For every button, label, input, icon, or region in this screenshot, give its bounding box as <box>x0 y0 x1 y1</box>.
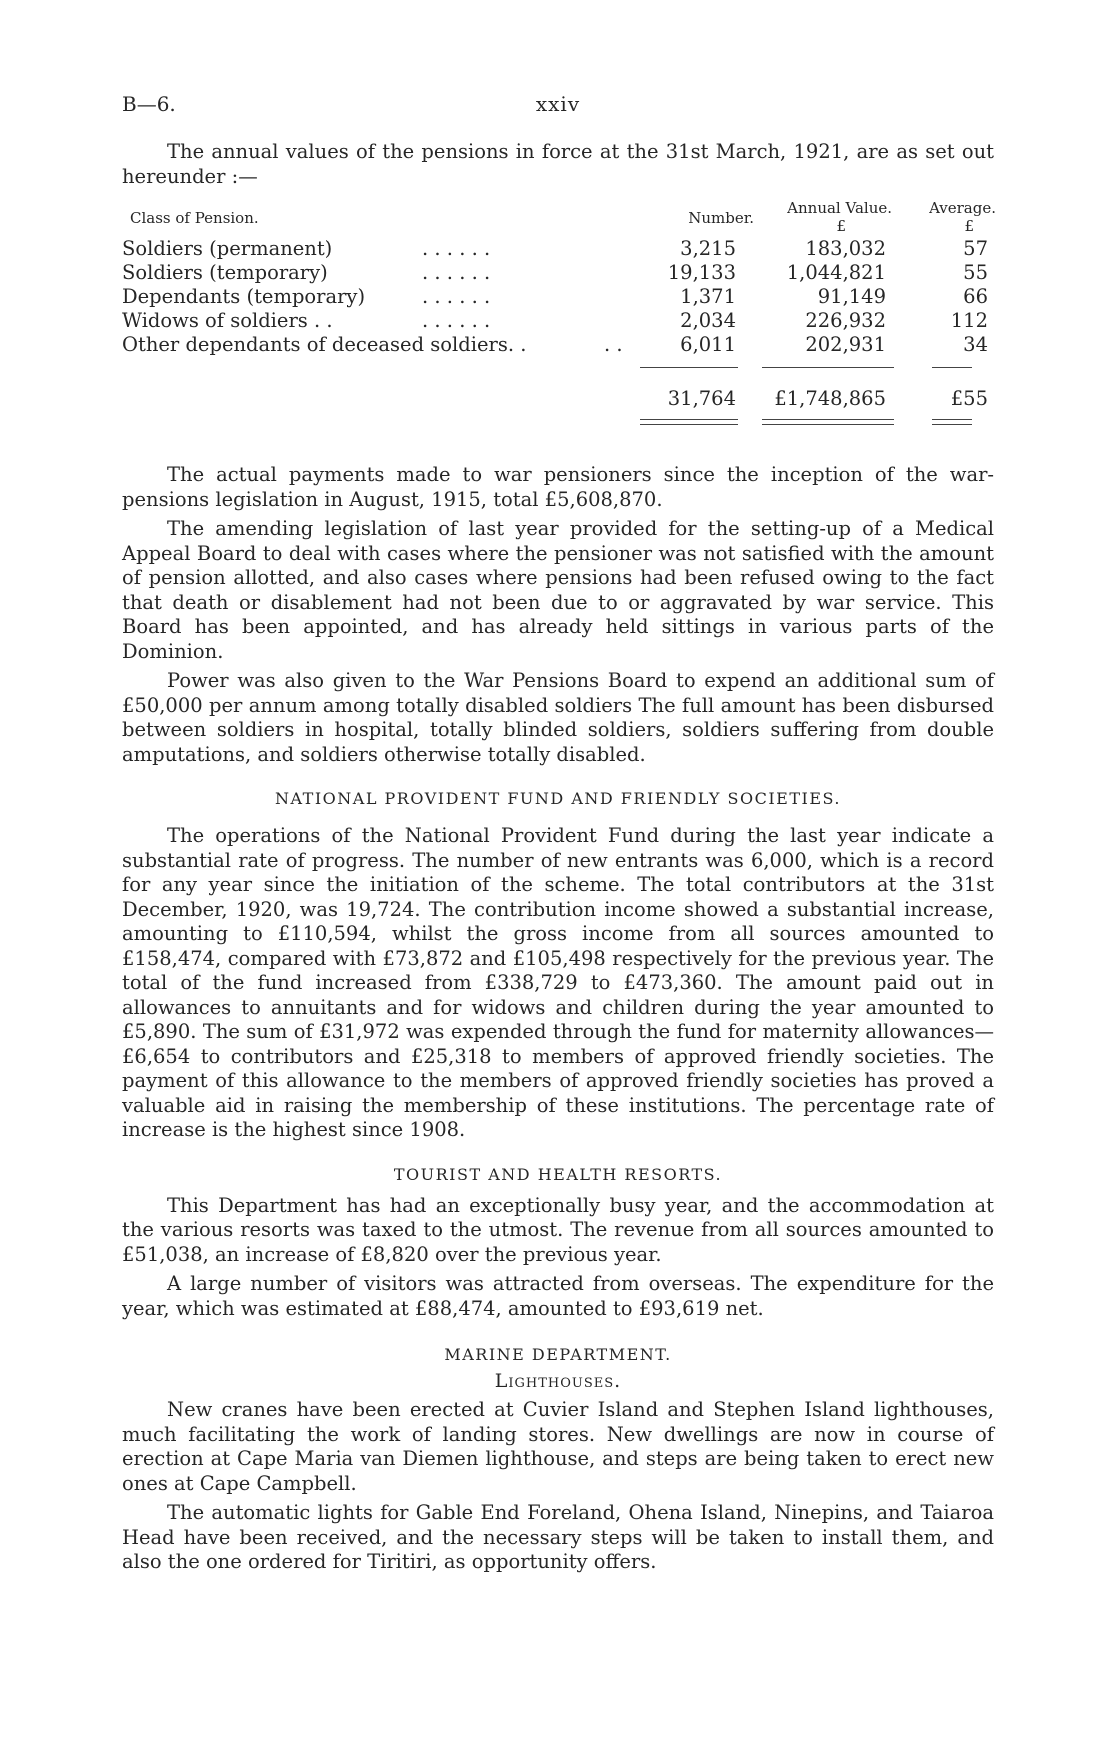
subtotal-rule <box>932 367 972 368</box>
row-number: 1,371 <box>680 285 736 308</box>
row-number: 19,133 <box>667 261 736 284</box>
total-double-rule <box>932 419 972 425</box>
row-annual-value: 226,932 <box>805 309 886 332</box>
row-annual-value: 183,032 <box>805 237 886 260</box>
section-title-marine: MARINE DEPARTMENT. <box>444 1345 672 1364</box>
tourist-paragraph: A large number of visitors was attracted from overseas. The expenditure for the year, which was estimated at £88,474, amounted to £93,619 net. <box>122 1272 994 1320</box>
pensions-paragraph: The amending legislation of last year provided for the setting-up of a Medical Appeal Board to deal with cases where the pensioner was not satisfied with the amount of pension allotted, and also cases where pensions had been refused owing to the fact that death or disablement had not been due to or aggravated by war service. This Board has been appointed, and has already held sittings in various parts of the Dominion. <box>122 517 994 663</box>
row-label: Soldiers (temporary) <box>122 261 328 284</box>
row-label: Dependants (temporary) <box>122 285 366 308</box>
row-label: Widows of soldiers . . <box>122 309 333 332</box>
total-number: 31,764 <box>667 387 736 410</box>
document-reference: B—6. <box>122 92 176 116</box>
header-annual-unit: £ <box>836 217 846 235</box>
row-leader-dots: . . . . . . <box>422 309 491 332</box>
row-annual-value: 1,044,821 <box>786 261 886 284</box>
total-average: £55 <box>950 387 988 410</box>
pension-table <box>122 195 994 453</box>
row-average: 55 <box>963 261 988 284</box>
row-average: 34 <box>963 333 988 356</box>
header-number: Number. <box>688 209 754 227</box>
header-annual-value: Annual Value. <box>787 199 892 217</box>
subtotal-rule <box>640 367 738 368</box>
subtotal-rule <box>762 367 894 368</box>
marine-paragraph: New cranes have been erected at Cuvier Island and Stephen Island lighthouses, much facilitating the work of landing stores. New dwellings are now in course of erection at Cape Maria van Diemen lighthouse, and steps are being taken to erect new ones at Cape Campbell. <box>122 1398 994 1495</box>
row-leader-dots: . . . . . . <box>422 237 491 260</box>
marine-paragraph: The automatic lights for Gable End Foreland, Ohena Island, Ninepins, and Taiaroa Head have been received, and the necessary steps will be taken to install them, and also the one ordered for Tiritiri, as opportunity offers. <box>122 1501 994 1573</box>
page-number: xxiv <box>535 92 581 116</box>
pensions-intro: The annual values of the pensions in force at the 31st March, 1921, are as set out hereunder :— <box>122 140 994 188</box>
total-double-rule <box>762 419 894 425</box>
header-average-unit: £ <box>964 217 974 235</box>
total-double-rule <box>640 419 738 425</box>
row-leader-dots: . . <box>604 333 623 356</box>
tourist-paragraph: This Department has had an exceptionally busy year, and the accommodation at the various resorts was taxed to the utmost. The revenue from all sources amounted to £51,038, an increase of £8,820 over the previous year. <box>122 1193 994 1266</box>
row-leader-dots: . . . . . . <box>422 261 491 284</box>
section-title-npf: NATIONAL PROVIDENT FUND AND FRIENDLY SOCIETIES. <box>274 789 841 808</box>
row-average: 66 <box>963 285 988 308</box>
row-average: 112 <box>950 309 988 332</box>
pensions-paragraph: Power was also given to the War Pensions Board to expend an additional sum of £50,000 per annum among totally disabled soldiers The full amount has been disbursed between soldiers in hospital, totally blinded soldiers, soldiers suffering from double amputations, and soldiers otherwise totally disabled. <box>122 669 994 766</box>
row-number: 6,011 <box>680 333 736 356</box>
section-title-tourist: TOURIST AND HEALTH RESORTS. <box>393 1164 723 1184</box>
npf-paragraph: The operations of the National Provident Fund during the last year indicate a substantial rate of progress. The number of new entrants was 6,000, which is a record for any year since the initiation of the scheme. The total contributors at the 31st December, 1920, was 19,724. The contribution income showed a substantial increase, amounting to £110,594, whilst the gross income from all sources amounted to £158,474, compared with £73,872 and £105,498 respectively for the previous year. The total of the fund increased from £338,729 to £473,360. The amount paid out in allowances to annuitants and for widows and children during the year amounted to £5,890. The sum of £31,972 was expended through the fund for maternity allowances—£6,654 to contributors and £25,318 to members of approved friendly societies. The payment of this allowance to the members of approved friendly societies has proved a valuable aid in raising the membership of these institutions. The percentage rate of increase is the highest since 1908. <box>122 824 994 1141</box>
subsection-title-lighthouses: Lighthouses. <box>494 1370 622 1392</box>
row-annual-value: 91,149 <box>817 285 886 308</box>
row-leader-dots: . . . . . . <box>422 285 491 308</box>
row-number: 3,215 <box>680 237 736 260</box>
total-annual-value: £1,748,865 <box>774 387 886 410</box>
page-content <box>122 140 994 1575</box>
row-average: 57 <box>963 237 988 260</box>
row-label: Soldiers (permanent) <box>122 237 333 260</box>
row-label: Other dependants of deceased soldiers. . <box>122 333 527 356</box>
header-class: Class of Pension. <box>130 209 259 227</box>
header-average: Average. <box>929 199 996 217</box>
row-annual-value: 202,931 <box>805 333 886 356</box>
row-number: 2,034 <box>680 309 736 332</box>
pensions-paragraph: The actual payments made to war pensioners since the inception of the war-pensions legislation in August, 1915, total £5,608,870. <box>122 463 994 511</box>
page-header <box>122 92 994 122</box>
